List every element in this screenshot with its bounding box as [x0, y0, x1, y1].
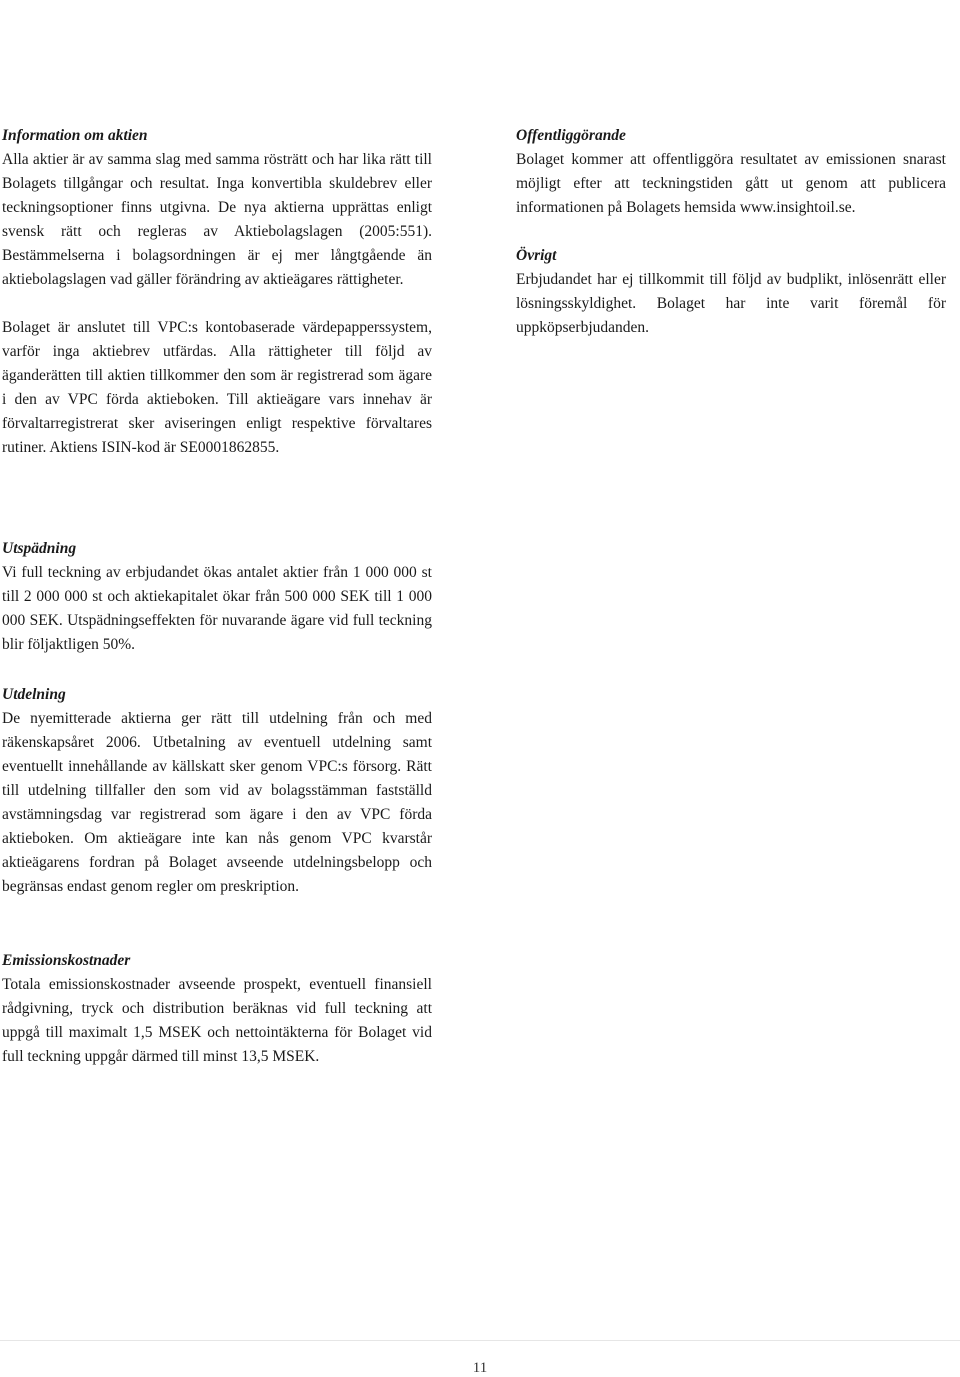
- section-heading: Offentliggörande: [516, 127, 626, 144]
- page-number: 11: [472, 1360, 488, 1376]
- paragraph: Bolaget kommer att offentliggöra resultatet av emissionen snarast möjligt efter att teckningstiden gått ut genom att publicera informationen på Bolagets hemsida www.insightoil.se.: [516, 151, 946, 216]
- paragraph: Bolaget är anslutet till VPC:s kontobaserade värdepapperssystem, varför inga aktiebrev utfärdas. Alla rättigheter till följd av äganderätten till aktien tillkommer den som är registrerad som ägare i den av VPC förda aktieboken. Till aktieägare vars innehav är förvaltarregistrerat sker aviseringen enligt respektive förvaltares rutiner. Aktiens ISIN-kod är SE0001862855.: [2, 319, 432, 456]
- paragraph: Erbjudandet har ej tillkommit till följd av budplikt, inlösenrätt eller lösningsskyldighet. Bolaget har inte varit föremål för uppköpserbjudanden.: [516, 271, 946, 336]
- paragraph: Vi full teckning av erbjudandet ökas antalet aktier från 1 000 000 st till 2 000 000 st och aktiekapitalet ökar från 500 000 SEK till 1 000 000 SEK. Utspädningseffekten för nuvarande ägare vid full teckning blir följaktligen 50%.: [2, 564, 432, 653]
- section-heading: Övrigt: [516, 247, 557, 264]
- section-offentliggorande: [516, 124, 946, 220]
- paragraph: De nyemitterade aktierna ger rätt till utdelning från och med räkenskapsåret 2006. Utbetalning av eventuell utdelning samt eventuellt innehållande av källskatt sker genom VPC:s försorg. Rätt till utdelning tillfaller den som vid av bolagsstämman fastställd avstämningsdag var registrerad som ägare i den av VPC förda aktieboken. Om aktieägare inte kan nås genom VPC kvarstår aktieägarens fordran på Bolaget avseende utdelningsbelopp och begränsas endast genom regler om preskription.: [2, 710, 432, 895]
- section-information-om-aktien: [2, 124, 432, 460]
- section-emissionskostnader: [2, 949, 432, 1069]
- section-heading: Information om aktien: [2, 127, 148, 144]
- section-utspadning: [2, 537, 432, 657]
- section-heading: Utdelning: [2, 686, 66, 703]
- section-utdelning: [2, 683, 432, 899]
- right-column: [516, 124, 946, 340]
- footer-divider: [0, 1340, 960, 1341]
- paragraph: Alla aktier är av samma slag med samma rösträtt och har lika rätt till Bolagets tillgångar och resultat. Inga konvertibla skuldebrev eller teckningsoptioner finns utgivna. De nya aktierna upprättas enligt svensk rätt och regleras av Aktiebolagslagen (2005:551). Bestämmelserna i bolagsordningen är ej mer långtgående än aktiebolagslagen vad gäller förändring av aktieägares rättigheter.: [2, 151, 432, 288]
- section-heading: Emissionskostnader: [2, 952, 131, 969]
- left-column: [2, 124, 432, 460]
- paragraph: Totala emissionskostnader avseende prospekt, eventuell finansiell rådgivning, tryck och distribution beräknas vid full teckning att uppgå till maximalt 1,5 MSEK och nettointäkterna för Bolaget vid full teckning uppgår därmed till minst 13,5 MSEK.: [2, 976, 432, 1065]
- section-heading: Utspädning: [2, 540, 77, 557]
- section-ovrigt: [516, 244, 946, 340]
